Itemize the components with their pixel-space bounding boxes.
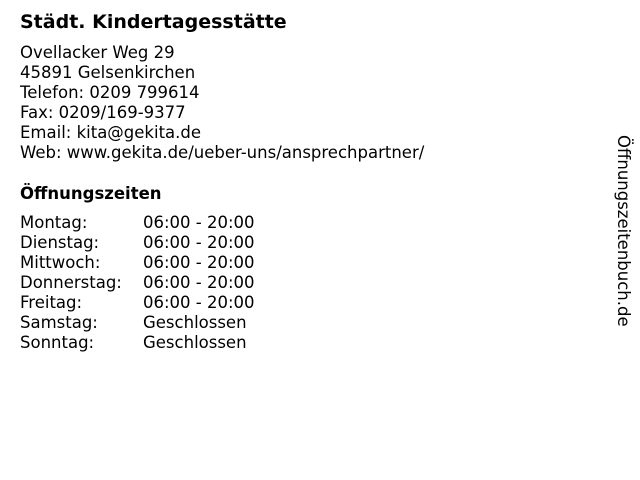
address-block: [20, 43, 424, 163]
time-value: 06:00 - 20:00: [143, 253, 255, 272]
street-line: Ovellacker Weg 29: [20, 43, 175, 62]
opening-hours-table: [20, 213, 255, 353]
web-line: Web: www.gekita.de/ueber-uns/ansprechpartner/: [20, 143, 425, 162]
day-label: Mittwoch:: [20, 253, 101, 272]
time-value: 06:00 - 20:00: [143, 273, 255, 292]
phone-line: Telefon: 0209 799614: [20, 83, 200, 102]
hours-row-thursday: [20, 273, 255, 293]
day-label: Dienstag:: [20, 233, 100, 252]
time-value: Geschlossen: [143, 333, 247, 352]
hours-row-tuesday: [20, 233, 255, 253]
day-label: Sonntag:: [20, 333, 95, 352]
fax-line: Fax: 0209/169-9377: [20, 103, 186, 122]
time-value: 06:00 - 20:00: [143, 213, 255, 232]
opening-hours-heading: Öffnungszeiten: [20, 184, 162, 203]
hours-row-wednesday: [20, 253, 255, 273]
hours-row-monday: [20, 213, 255, 233]
hours-row-sunday: [20, 333, 255, 353]
day-label: Donnerstag:: [20, 273, 122, 292]
time-value: Geschlossen: [143, 313, 247, 332]
day-label: Montag:: [20, 213, 88, 232]
email-line: Email: kita@gekita.de: [20, 123, 202, 142]
day-label: Freitag:: [20, 293, 83, 312]
day-label: Samstag:: [20, 313, 98, 332]
hours-row-saturday: [20, 313, 255, 333]
business-title: Städt. Kindertagesstätte: [20, 11, 287, 33]
time-value: 06:00 - 20:00: [143, 233, 255, 252]
brand-watermark: Öffnungszeitenbuch.de: [614, 135, 633, 327]
city-line: 45891 Gelsenkirchen: [20, 63, 196, 82]
hours-row-friday: [20, 293, 255, 313]
time-value: 06:00 - 20:00: [143, 293, 255, 312]
